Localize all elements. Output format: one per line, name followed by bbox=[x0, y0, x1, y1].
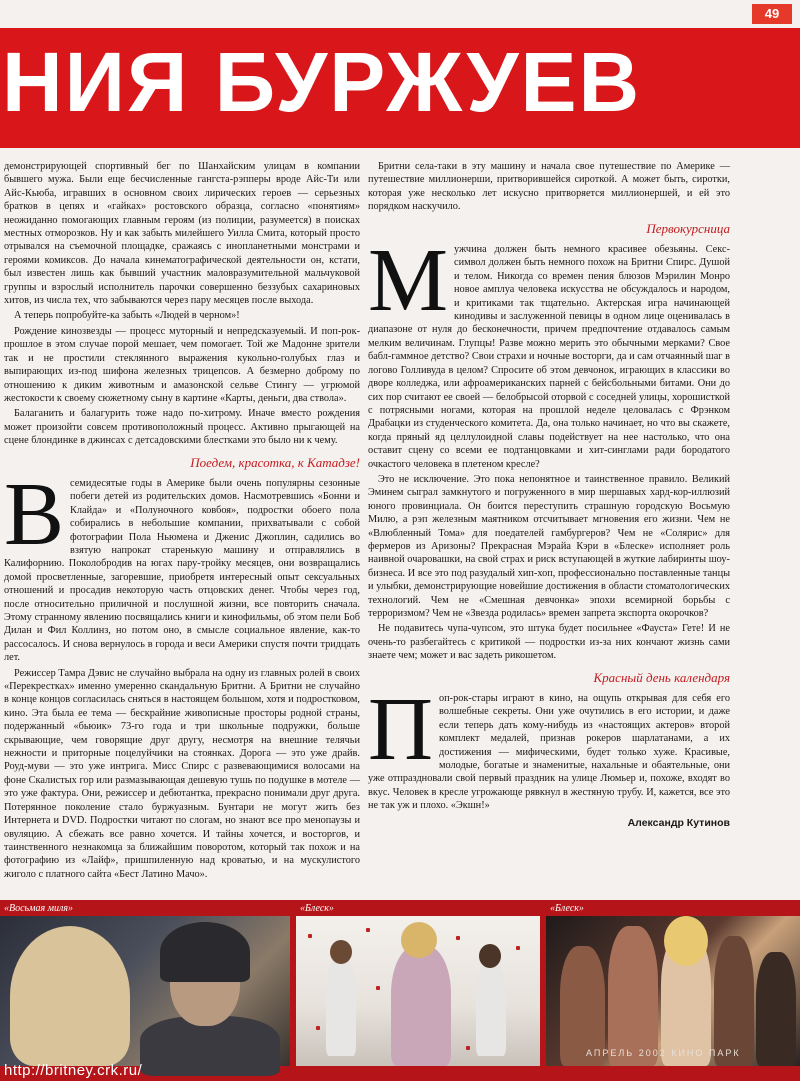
figure-shape bbox=[714, 936, 754, 1066]
drop-cap: М bbox=[368, 231, 449, 331]
figure-shape bbox=[664, 916, 708, 966]
figure-shape bbox=[756, 952, 796, 1066]
section-subhead: Красный день календаря bbox=[593, 669, 730, 685]
magazine-issue-label: АПРЕЛЬ 2002 КИНО ПАРК bbox=[586, 1048, 741, 1058]
photo-caption: «Блеск» bbox=[300, 903, 334, 914]
paragraph bbox=[4, 464, 360, 665]
page-number: 49 bbox=[752, 4, 792, 24]
paragraph: демонстрирующей спортивный бег по Шанхайским улицам в компании бывшего мужа. Были еще бесчисленные гангста-рэпперы вроде Айс-Ти или Айс-Кьюба, игравших в основном своих лирических героев — серьезных братков в цепях и «гайках» ростовского образца, согласно «понятиям» неожиданно помогающих главным героям (из полиции, разумеется) в поисках местных отморозков. Ну и как забыть милейшего Уилла Смита, который просто отрывался на съемочной площадке, сражаясь с инопланетными монстрами и героями комиксов. До начала кинематографической деятельности он, кстати, был известен лишь как бывший участник маловразумительной мальчуковой группы и взрослый исполнитель парочки совершенно беззубых сахариновых хитов, из числа тех, что забываются через пару месяцев после выхода. bbox=[4, 161, 360, 307]
confetti-shape bbox=[466, 1046, 470, 1050]
paragraph: Это не исключение. Это пока непонятное и таинственное правило. Великий Эминем сыграл замкнутого и погруженного в мир шершавых хард-кор-иллюзий юного провинциала. Он боится переступить страшную городскую Восьмую Милю, а рэп железным маятником отсчитывает мгновения его жизни. Чем не «Влюбленный Тома» для поедателей гамбургеров? Чем не «Солярис» для фермеров из Аризоны? Прекрасная Мэрайа Кэри в «Блеске» исполняет роль наивной очаровашки, на свой страх и риск вступающей в жуткие лабиринты шоу-бизнеса. И все это под разудалый хип-хоп, профессионально поставленные танцы и улыбки, демонстрирующие новейшие достижения в области стоматологических технологий. Чем не «Смешная девчонка» эпохи всемирной борьбы с терроризмом? Чем не «Звезда родилась» времен запрета экспорта окорочков? bbox=[368, 473, 730, 619]
article-author: Александр Кутинов bbox=[627, 816, 730, 829]
confetti-shape bbox=[456, 936, 460, 940]
paragraph: Балаганить и балагурить тоже надо по-хитрому. Иначе вместо рождения может произойти совсем противоположный процесс. Активно прыгающей на сцене блондинке в джинсах с детсадовскими блестками это было ни к чему. bbox=[4, 408, 360, 447]
page-headline: НИЯ БУРЖУЕВ bbox=[2, 35, 642, 129]
figure-shape bbox=[330, 940, 352, 964]
paragraph-text: ужчина должен быть немного красивее обезьяны. Секс-символ должен быть немного похож на Бритни Спирс. Душой и телом. Никогда со времен пения блюзов Мэрилин Монро новое амплуа человека искусства не обсуждалось и народом, и критиками так тщательно. Актерская игра начинающей кинодивы и заслуженной певицы в одном лице оценивалась в диапазоне от нуля до бесконечности, причем предпочтение отдавалось самым мелким величинам. Глупцы! Разве можно мерить это обычными мерками? Свое бабл-гаммное детство? Свои страхи и ночные восторги, да и сам отчаянный шаг в логово Голливуда в целом? Спросите об этом девчонок, играющих в классики во дворе колледжа, или афроамериканских парней с бейсбольными битами. Они до сих пор считают ее своей — белобрысой оторвой с соседней улицы, хорошисткой с потрясными ногами, которая на прошлой неделе целовалась с Фрэнком Драбацки из студенческого комитета. Да, она только начинает, но что вы скажете, когда пряный яд целлулоидной славы подействует на нее настолько, что она оставит сцену со всеми ее подтанцовками и хит-синглами ради бородатого очкастого человека в плетеном кресле? bbox=[368, 244, 730, 470]
figure-shape bbox=[10, 926, 130, 1066]
confetti-shape bbox=[316, 1026, 320, 1030]
figure-shape bbox=[391, 946, 451, 1066]
figure-shape bbox=[326, 956, 356, 1056]
drop-cap: П bbox=[368, 680, 433, 780]
confetti-shape bbox=[308, 934, 312, 938]
figure-shape bbox=[160, 922, 250, 982]
figure-shape bbox=[479, 944, 501, 968]
confetti-shape bbox=[516, 946, 520, 950]
confetti-shape bbox=[376, 986, 380, 990]
photo-caption: «Восьмая миля» bbox=[4, 903, 74, 914]
figure-shape bbox=[608, 926, 658, 1066]
movie-still-photo bbox=[0, 916, 290, 1066]
section-subhead: Первокурсница bbox=[646, 220, 730, 236]
paragraph bbox=[368, 231, 730, 471]
article-column-left bbox=[4, 160, 360, 880]
paragraph: Не подавитесь чупа-чупсом, это штука будет посильнее «Фауста» Гете! И не очень-то разбегайтесь с критикой — подростки из-за них кончают жизнь сами знаете чем; может и вас задеть рикошетом. bbox=[368, 623, 730, 662]
paragraph: Режиссер Тамра Дэвис не случайно выбрала на одну из главных ролей в своих «Перекрестках» именно умеренно скандальную Бритни. А Бритни не случайно в конце концов согласилась сняться в настоящем большом, хотя и подростковом, кино. Эта была ее тема — бескрайние живописные просторы родной страны, подержанный «бьюик» 73-го года и три школьные подружки, больше скрывающие, чем говорящие друг другу, несмотря на внешние телячьи нежности и приторные поцелуйчики на стоянках. Дорога — это уже драйв. Роуд-муви — это уже интрига. Мисс Спирс с развевающимися волосами на фоне Скалистых гор или размазывающая дешевую тушь по подушке в мотеле — это уже фактура. Они, режиссер и дебютантка, прекрасно понимали друг друга. Потерянное поколение стало буржуазным. Бунтари не могут жить без Интернета и DVD. Подростки читают по слогам, но знают все про менопаузы и овуляцию. А сбежать все равно хочется. И тайны хочется, и восторгов, и таинственного незнакомца за ближайшим поворотом, который так похож и на фотографию из «Лайф», пришпиленную над кроватью, и на мускулистого жиголо с платного сайта «Бест Латино Мачо». bbox=[4, 667, 360, 880]
source-url-link[interactable]: http://britney.crk.ru/ bbox=[4, 1062, 143, 1079]
photo-caption: «Блеск» bbox=[550, 903, 584, 914]
article-column-right bbox=[368, 160, 730, 880]
paragraph: Рождение кинозвезды — процесс муторный и непредсказуемый. И поп-рок-прошлое в этом случае порой мешает, чем помогает. Той же Мадонне зрители так и не простили стеклянного выражения кукольно-голубых глаз и выпирающих из-под шифона железных трицепсов. А безмерно доброму по отношению к диким животным и амазонской сельве Стингу — угрюмой жестокости к своему сюжетному сыну в картине «Карты, деньги, два ствола». bbox=[4, 325, 360, 404]
paragraph bbox=[368, 680, 730, 813]
figure-shape bbox=[476, 961, 506, 1056]
paragraph: А теперь попробуйте-ка забыть «Людей в черном»! bbox=[14, 310, 240, 322]
paragraph: Бритни села-таки в эту машину и начала свое путешествие по Америке — путешествие миллионерши, притворившейся сироткой. А может быть, сиротки, которая уже несколько лет искусно притворяется миллионершей, и ей это порядком наскучило. bbox=[368, 161, 730, 213]
confetti-shape bbox=[366, 928, 370, 932]
drop-cap: В bbox=[4, 464, 65, 564]
figure-shape bbox=[401, 922, 437, 958]
movie-still-photo bbox=[546, 916, 800, 1066]
movie-still-photo bbox=[296, 916, 540, 1066]
section-subhead: Поедем, красотка, к Катадзе! bbox=[190, 454, 360, 470]
paragraph-text: оп-рок-стары играют в кино, на ощупь открывая для себя его волшебные секреты. Они уже очутились в его истории, и даже если теперь дать кому-нибудь из «настоящих актеров» второй комплект медалей, признав рокеров шарлатанами, а их достижения — мифическими, будет только хуже. Красивые, молодые, богатые и знаменитые, нахальные и обаятельные, они уже отпраздновали свой первый праздник на улице Люмьер и, похоже, входят во вкус. Человек в кресле угрожающе рявкнул в жестяную трубу. И, кажется, все это не так уж и плохо. «Экшн!» bbox=[368, 693, 730, 812]
paragraph-text: семидесятые годы в Америке были очень популярны сезонные побеги детей из родительских домов. Насмотревшись «Бонни и Клайда» и «Полуночного ковбоя», подростки обоего пола собирались в небольшие компании, прихватывали с собой фотографии Пола Ньюмена и Дженис Джоплин, садились во взятую напрокат старенькую машину и отправлялись в Калифорнию. Поколобродив на югах пару-тройку месяцев, они возвращались домой просветленные, загоревшие, приобретя интересный опыт сексуальных отношений и просадив некоторую часть отцовских денег. Чтобы через год, после относительно приличной и послушной жизни, все повторить сначала. Этому странному явлению посвящались книги и кинофильмы, об этом пели Боб Дилан и Фил Коллинз, но потом оно, в смысле социальное явление, как-то рассосалось. И снова вернулось в города и веси Америки спустя почти тридцать лет. bbox=[4, 477, 360, 664]
